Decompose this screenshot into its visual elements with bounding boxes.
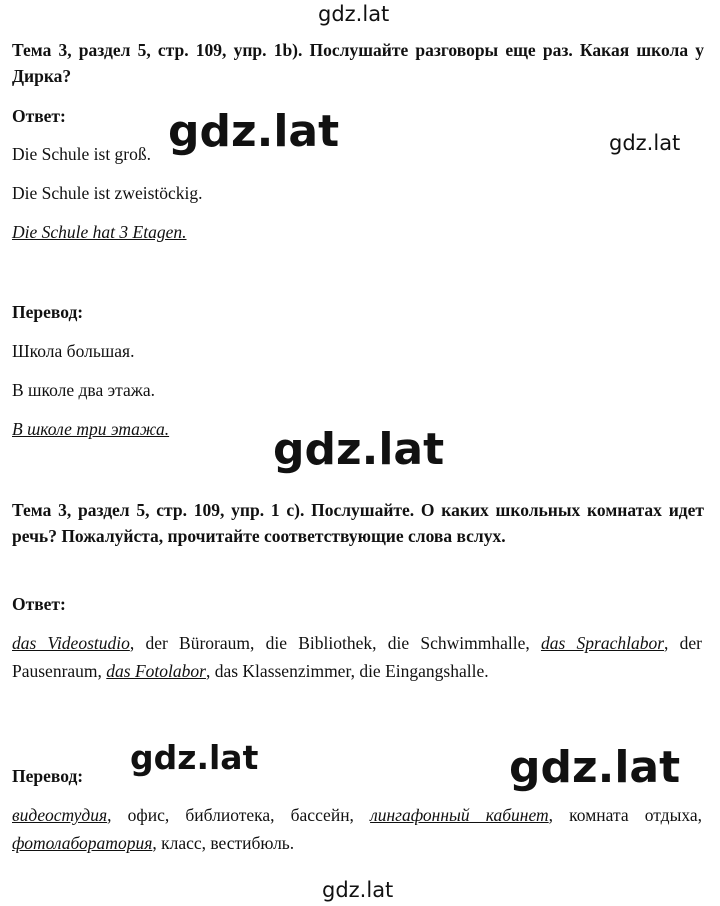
watermark: gdz.lat (130, 738, 259, 777)
answer-line: Die Schule ist zweistöckig. (12, 183, 203, 203)
task-title: Тема 3, раздел 5, стр. 109, упр. 1b). Послушайте разговоры еще раз. Какая школа у Дирка? (12, 40, 704, 86)
watermark: gdz.lat (322, 878, 394, 902)
translation-term: лингафонный кабинет (370, 805, 549, 825)
answer-label: Ответ: (12, 106, 66, 126)
answer-label: Ответ: (12, 594, 66, 614)
watermark: gdz.lat (318, 2, 390, 26)
translation-term: видеостудия (12, 805, 108, 825)
translation-term: фотолаборатория (12, 833, 153, 853)
translation-label: Перевод: (12, 766, 84, 786)
translation-line-underlined: В школе три этажа. (12, 419, 170, 439)
watermark: gdz.lat (273, 424, 445, 475)
watermark: gdz.lat (609, 131, 681, 155)
answer-text: , der Büroraum, die Bibliothek, die Schwimmhalle, (129, 633, 541, 653)
answer-line: Die Schule ist groß. (12, 144, 152, 164)
answer-text: , der Pausenraum, (12, 633, 702, 681)
translation-line: В школе два этажа. (12, 380, 155, 400)
translation-label: Перевод: (12, 302, 84, 322)
translation-text: , комната отдыха, (548, 805, 702, 825)
answer-term: das Videostudio (12, 633, 130, 653)
watermark: gdz.lat (509, 742, 681, 793)
answer-text: , das Klassenzimmer, die Eingangshalle. (205, 661, 489, 681)
task-title: Тема 3, раздел 5, стр. 109, упр. 1 с). Послушайте. О каких школьных комнатах идет речь? Пожалуйста, прочитайте соответствующие слова вслух. (12, 500, 704, 546)
answer-term: das Fotolabor (106, 661, 206, 681)
translation-text: , офис, библиотека, бассейн, (107, 805, 371, 825)
watermark: gdz.lat (168, 106, 340, 157)
answer-paragraph (12, 629, 702, 685)
translation-paragraph (12, 801, 702, 857)
translation-line: Школа большая. (12, 341, 135, 361)
answer-line-underlined: Die Schule hat 3 Etagen. (12, 222, 187, 242)
translation-text: , класс, вестибюль. (152, 833, 295, 853)
answer-term: das Sprachlabor (540, 633, 665, 653)
